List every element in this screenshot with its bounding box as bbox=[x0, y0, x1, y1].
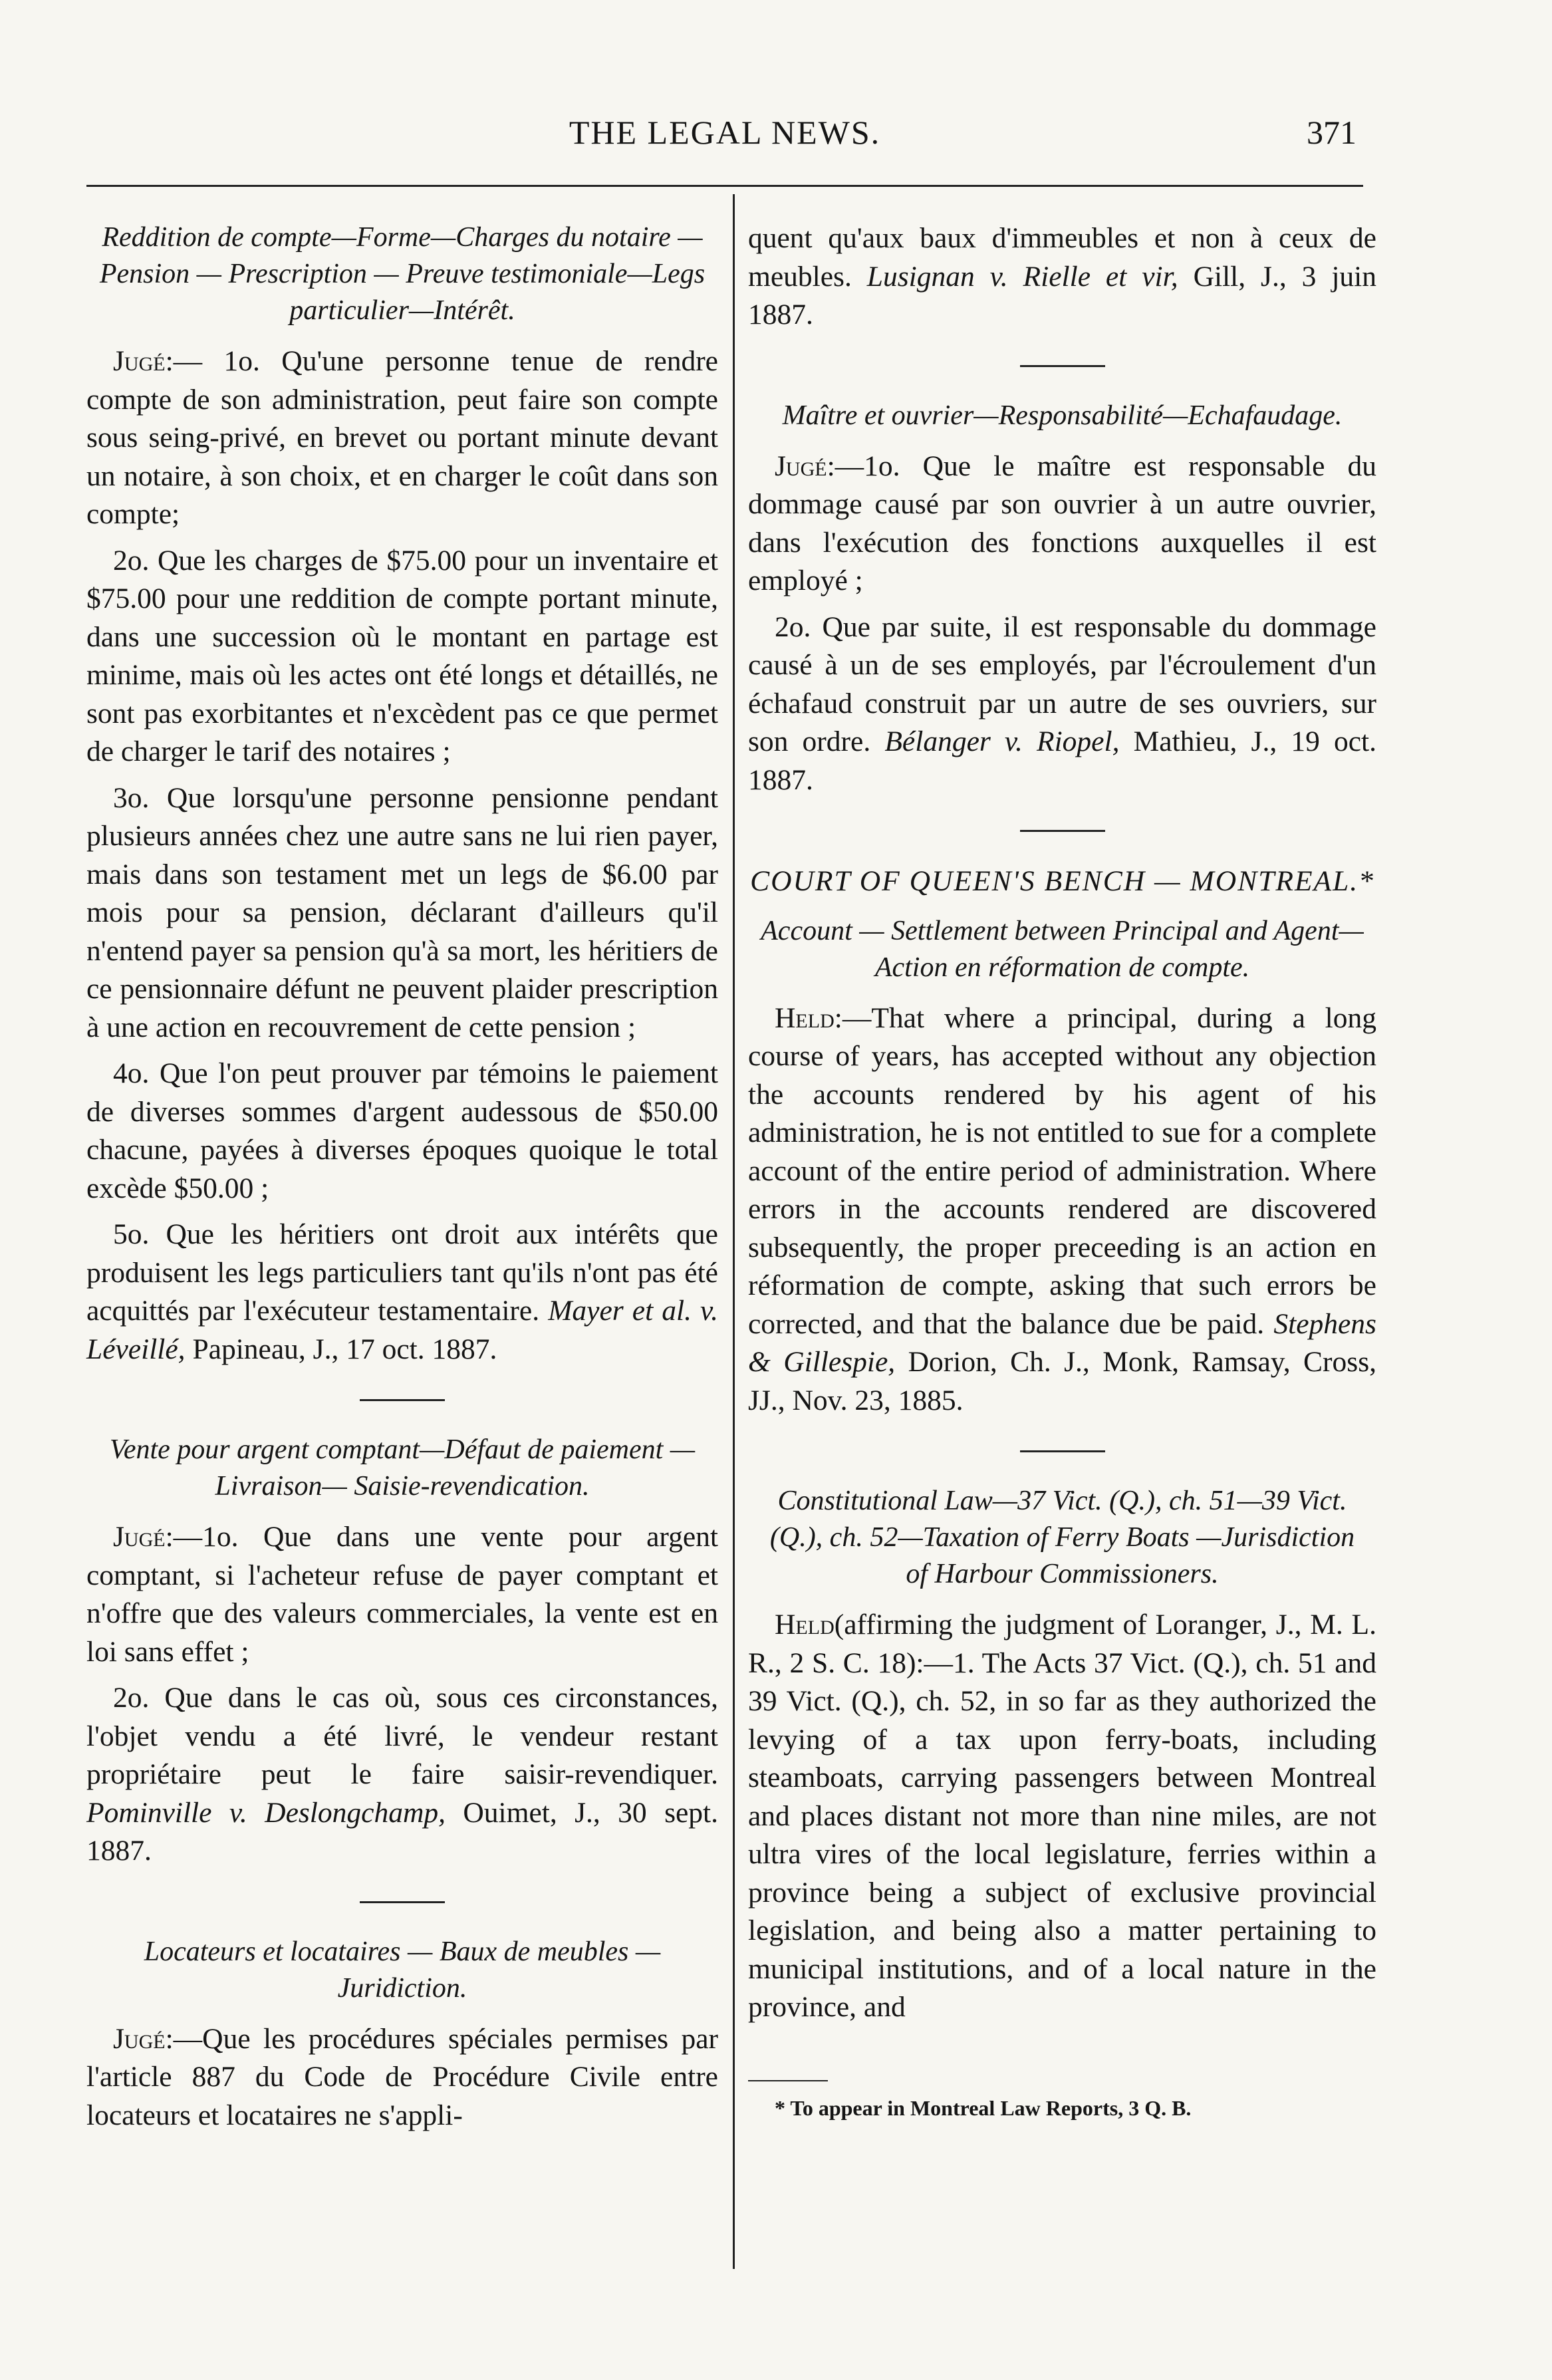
ruling-paragraph bbox=[748, 608, 1376, 800]
ruling-lead: Held bbox=[775, 1001, 835, 1034]
ruling-text: :—Que les procédures spéciales permises par l'article 887 du Code de Procédure Civile entre locateurs et locataires ne s'appli- bbox=[86, 2022, 718, 2131]
column-divider bbox=[733, 194, 735, 2269]
ruling-text: :—That where a principal, during a long course of years, has accepted without any objection the accounts rendered by his agent of his administration, he is not entitled to sue for a complete account of the entire period of administration. Where errors in the accounts rendered are discovered subsequently, the proper preceeding is an action en réformation de compte, asking that such errors be corrected, and that the balance due be paid. bbox=[748, 1001, 1376, 1340]
case-citation-parties: Bélanger v. Riopel, bbox=[884, 726, 1120, 757]
case-caption: Account — Settlement between Principal and Agent—Action en réformation de compte. bbox=[761, 915, 1364, 983]
continued-paragraph bbox=[748, 219, 1376, 334]
case-caption: Maître et ouvrier—Responsabilité—Echafaudage. bbox=[782, 400, 1343, 431]
case-citation-court: Papineau, J., 17 oct. 1887. bbox=[192, 1333, 497, 1365]
page-number: 371 bbox=[1307, 114, 1357, 151]
footnote-rule bbox=[748, 2080, 828, 2081]
footnote: * To appear in Montreal Law Reports, 3 Q. B. bbox=[775, 2095, 1192, 2120]
ruling-text: :— 1o. Qu'une personne tenue de rendre compte de son administration, peut faire son compte sous seing-privé, en brevet ou portant minute devant un notaire, à son choix, et en charger le coût dans son compte; bbox=[86, 345, 718, 530]
ruling-text: :—1o. Que le maître est responsable du dommage causé par son ouvrier à un autre ouvrier, dans l'exécution des fonctions auxquelles il est employé ; bbox=[748, 450, 1376, 596]
ruling-paragraph bbox=[86, 2020, 718, 2135]
case-citation-court: Ouimet, J., 30 sept. 1887. bbox=[86, 1796, 719, 1867]
ruling-paragraph bbox=[86, 1518, 718, 1671]
case-caption: Locateurs et locataires — Baux de meubles — Juridiction. bbox=[144, 1936, 661, 2004]
ruling-text: quent qu'aux baux d'immeubles et non à ceux de meubles. bbox=[748, 222, 1376, 293]
section-separator bbox=[1020, 365, 1105, 367]
left-column bbox=[86, 219, 718, 2143]
ruling-text: 2o. Que par suite, il est responsable du dommage causé à un de ses employés, par l'écroulement d'un échafaud construit par un autre de ses ouvriers, sur son ordre. bbox=[748, 610, 1376, 757]
ruling-paragraph: 3o. Que lorsqu'une personne pensionne pendant plusieurs années chez une autre sans ne lui rien payer, mais dans son testament met un legs de $6.00 par mois pour sa pension, déclarant d'ailleurs qu'il n'entend payer sa pension qu'à sa mort, les héritiers de ce pensionnaire défunt ne peuvent plaider prescription à une action en recouvrement de cette pension ; bbox=[86, 781, 718, 1043]
case-citation-court: Dorion, Ch. J., Monk, Ramsay, Cross, JJ., Nov. 23, 1885. bbox=[748, 1346, 1376, 1416]
ruling-paragraph: 2o. Que les charges de $75.00 pour un inventaire et $75.00 pour une reddition de compte portant minute, dans une succession où le montant en partage est minime, mais où les actes ont été longs et détaillés, ne sont pas exorbitantes et n'excèdent pas ce que permet de charger le tarif des notaires ; bbox=[86, 544, 718, 767]
ruling-paragraph bbox=[86, 342, 718, 534]
running-head bbox=[86, 113, 1363, 166]
page-title: THE LEGAL NEWS. bbox=[569, 114, 881, 151]
section-separator bbox=[1020, 1450, 1105, 1452]
case-citation-court: Gill, J., 3 juin 1887. bbox=[748, 260, 1377, 331]
case-caption: Constitutional Law—37 Vict. (Q.), ch. 51—39 Vict. (Q.), ch. 52—Taxation of Ferry Boats —Jurisdiction of Harbour Commissioners. bbox=[769, 1486, 1355, 1589]
section-separator bbox=[1020, 830, 1105, 832]
case-citation-court: Mathieu, J., 19 oct. 1887. bbox=[748, 726, 1377, 796]
ruling-text: 5o. Que les héritiers ont droit aux intérêts que produisent les legs particuliers tant qu'ils n'ont pas été acquittés par l'exécuteur testamentaire. bbox=[86, 1218, 718, 1327]
ruling-lead: Jugé bbox=[775, 450, 827, 482]
ruling-paragraph bbox=[748, 1606, 1376, 2027]
right-column bbox=[748, 219, 1376, 2123]
case-caption: Vente pour argent comptant—Défaut de paiement —Livraison— Saisie-revendication. bbox=[109, 1434, 696, 1502]
ruling-text: 2o. Que dans le cas où, sous ces circonstances, l'objet vendu a été livré, le vendeur restant propriétaire peut le faire saisir-revendiquer. bbox=[86, 1682, 718, 1790]
section-separator bbox=[360, 1399, 445, 1401]
ruling-text: (affirming the judgment of Loranger, J., M. L. R., 2 S. C. 18):—1. The Acts 37 Vict. (Q.), ch. 51 and 39 Vict. (Q.), ch. 52, in so far as they authorized the levying of a tax upon ferry-boats, including steamboats, carrying passengers between Montreal and places distant not more than nine miles, are not ultra vires of the local legislature, ferries within a province being a subject of exclusive provincial legislation, and being also a matter pertaining to municipal institutions, and of a local nature in the province, and bbox=[748, 1609, 1376, 2023]
court-heading: COURT OF QUEEN'S BENCH — MONTREAL.* bbox=[750, 865, 1374, 897]
case-citation-parties: Mayer et al. v. Léveillé, bbox=[86, 1295, 718, 1365]
case-citation-parties: Stephens & Gillespie, bbox=[748, 1307, 1376, 1378]
case-caption: Reddition de compte—Forme—Charges du notaire — Pension — Prescription — Preuve testimoniale—Legs particulier—Intérêt. bbox=[99, 222, 706, 326]
ruling-lead: Held bbox=[775, 1609, 835, 1641]
ruling-lead: Jugé bbox=[113, 1521, 166, 1553]
ruling-paragraph: 4o. Que l'on peut prouver par témoins le paiement de diverses sommes d'argent audessous de $50.00 chacune, payées à diverses époques quoique le total excède $50.00 ; bbox=[86, 1057, 718, 1204]
case-citation-parties: Lusignan v. Rielle et vir, bbox=[866, 260, 1178, 293]
case-citation-parties: Pominville v. Deslongchamp, bbox=[86, 1796, 446, 1829]
ruling-text: :—1o. Que dans une vente pour argent comptant, si l'acheteur refuse de payer comptant et n'offre que des valeurs commerciales, la vente est en loi sans effet ; bbox=[86, 1521, 718, 1668]
ruling-lead: Jugé bbox=[113, 2022, 166, 2055]
section-separator bbox=[360, 1901, 445, 1903]
ruling-paragraph bbox=[748, 448, 1376, 600]
ruling-lead: Jugé bbox=[113, 345, 166, 377]
ruling-paragraph bbox=[86, 1679, 718, 1871]
ruling-paragraph bbox=[748, 999, 1376, 1420]
header-rule bbox=[86, 185, 1363, 187]
ruling-paragraph bbox=[86, 1216, 718, 1369]
